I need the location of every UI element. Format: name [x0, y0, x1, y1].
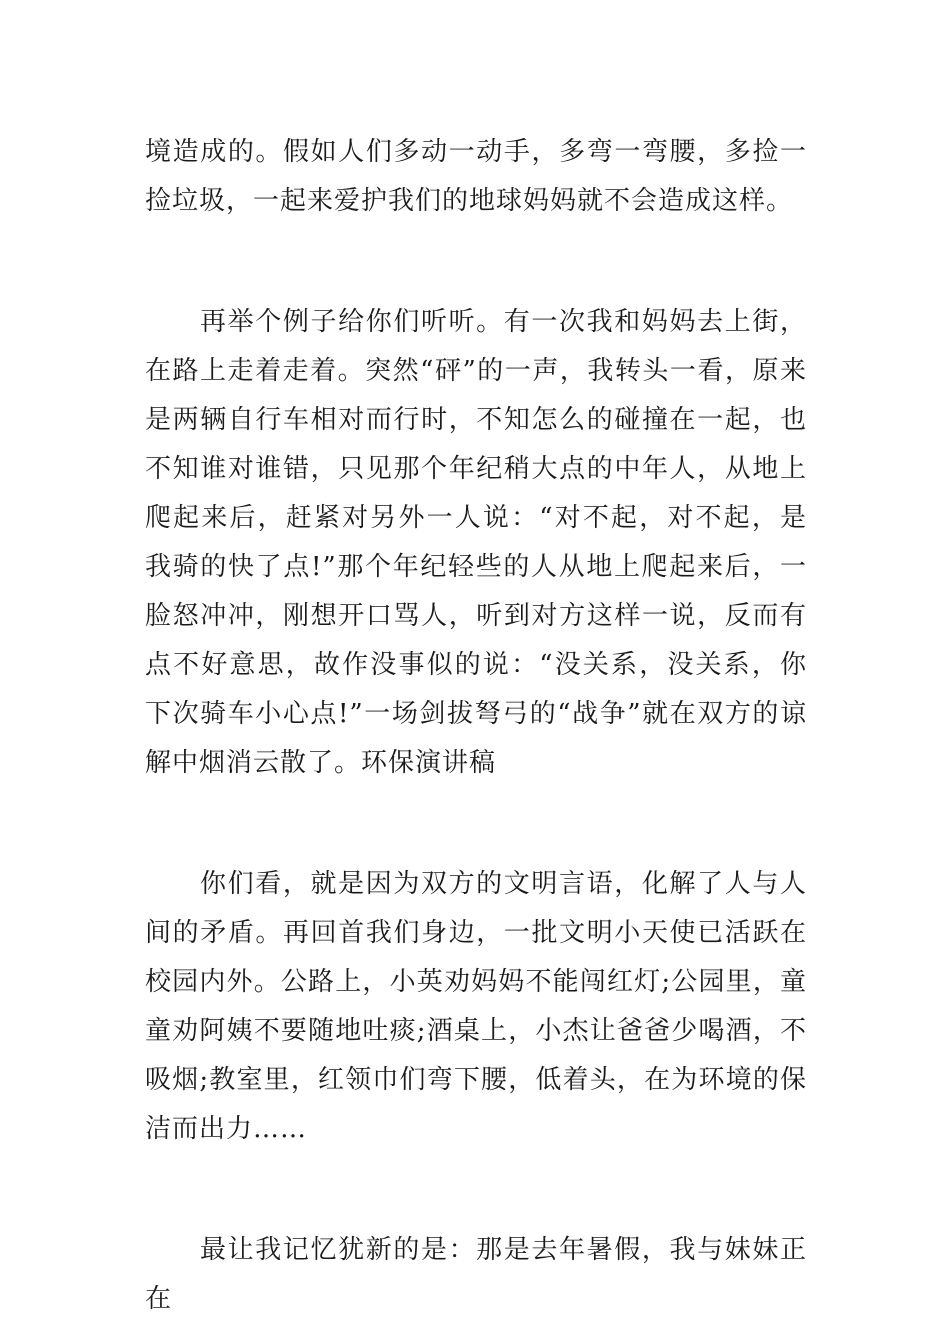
document-body: [145, 128, 807, 1324]
paragraph-1: 境造成的。假如人们多动一动手，多弯一弯腰，多捡一捡垃圾，一起来爱护我们的地球妈妈就不会造成这样。: [145, 137, 807, 216]
paragraph-2: 再举个例子给你们听听。有一次我和妈妈去上街，在路上走着走着。突然“砰”的一声，我转头一看，原来是两辆自行车相对而行时，不知怎么的碰撞在一起，也不知谁对谁错，只见那个年纪稍大点的中年人，从地上爬起来后，赶紧对另外一人说：“对不起，对不起，是我骑的快了点!”那个年纪轻些的人从地上爬起来后，一脸怒冲冲，刚想开口骂人，听到对方这样一说，反而有点不好意思，故作没事似的说：“没关系，没关系，你下次骑车小心点!”一场剑拔弩弓的“战争”就在双方的谅解中烟消云散了。环保演讲稿: [145, 307, 807, 778]
paragraph-3: 你们看，就是因为双方的文明言语，化解了人与人间的矛盾。再回首我们身边，一批文明小天使已活跃在校园内外。公路上，小英劝妈妈不能闯红灯;公园里，童童劝阿姨不要随地吐痰;酒桌上，小杰让爸爸少喝酒，不吸烟;教室里，红领巾们弯下腰，低着头，在为环境的保洁而出力……: [145, 869, 807, 1144]
paragraph-4: 最让我记忆犹新的是：那是去年暑假，我与妹妹正在: [145, 1235, 807, 1314]
paragraph-gap: [145, 1154, 807, 1226]
paragraph-gap: [145, 226, 807, 298]
paragraph-gap: [145, 788, 807, 860]
